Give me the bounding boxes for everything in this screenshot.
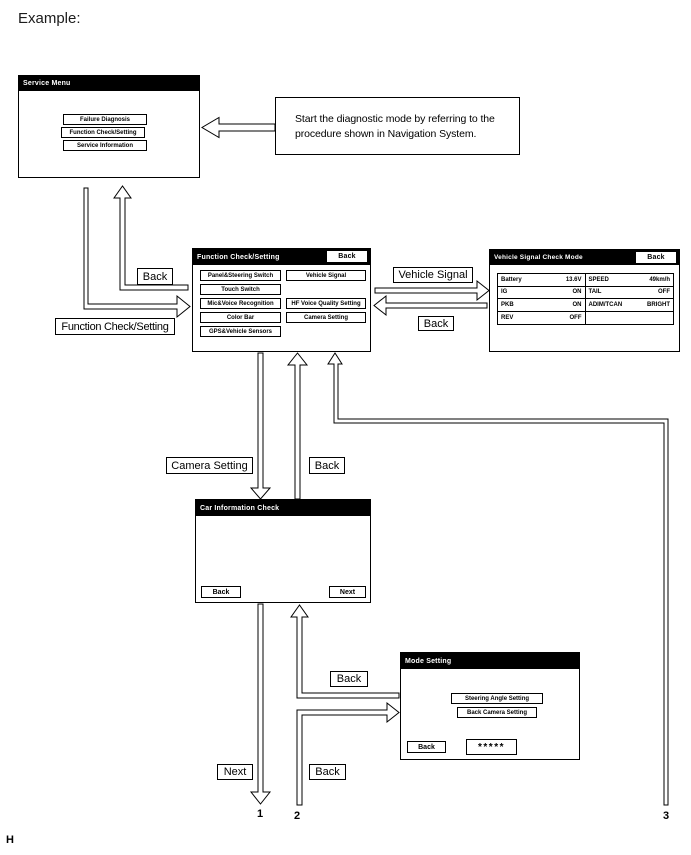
table-cell [498, 287, 586, 300]
vehicle-signal-button: Vehicle Signal [286, 270, 366, 281]
mode-setting-title: Mode Setting [405, 657, 452, 665]
car-info-screen [195, 499, 371, 603]
mode-setting-password-button: ***** [466, 739, 517, 755]
service-information-button: Service Information [63, 140, 147, 151]
mode-setting-back-button: Back [407, 741, 446, 753]
table-cell [586, 299, 674, 312]
footer-mark: H [6, 834, 14, 846]
flow-label-vehicle-signal: Vehicle Signal [393, 267, 473, 283]
cell-value: ON [572, 301, 582, 308]
vehicle-signal-screen [489, 249, 680, 352]
table-cell [586, 274, 674, 287]
cell-label: Battery [501, 276, 522, 283]
arrow-function-check-to-car-info [251, 353, 270, 499]
cell-value: OFF [658, 289, 670, 296]
camera-setting-button: Camera Setting [286, 312, 366, 323]
flow-label-back-to-mode-setting: Back [309, 764, 346, 780]
function-check-title: Function Check/Setting [197, 253, 280, 261]
steering-angle-setting-button: Steering Angle Setting [451, 693, 543, 704]
color-bar-button: Color Bar [200, 312, 281, 323]
flow-label-camera-setting: Camera Setting [166, 457, 253, 474]
back-camera-setting-button: Back Camera Setting [457, 707, 537, 718]
panel-steering-switch-button: Panel&Steering Switch [200, 270, 281, 281]
cell-value: 49km/h [649, 276, 670, 283]
cell-label: IG [501, 289, 508, 296]
flow-label-back-to-function-check-2: Back [309, 457, 345, 474]
cell-label: SPEED [588, 276, 609, 283]
flow-label-back-to-function-check: Back [418, 316, 454, 331]
car-info-titlebar [196, 500, 370, 516]
arrow-function-check-to-vehicle-signal [375, 281, 489, 300]
vehicle-signal-back-button: Back [636, 252, 676, 263]
function-check-screen [192, 248, 371, 352]
vehicle-signal-titlebar [490, 250, 679, 265]
table-cell [586, 287, 674, 300]
connector-3: 3 [662, 810, 670, 822]
car-info-title: Car Information Check [200, 504, 280, 512]
arrow-service-menu-to-function-check [84, 188, 190, 317]
cell-label: ADIM/TCAN [588, 301, 623, 308]
callout-text: Start the diagnostic mode by referring to the procedure shown in Navigation System. [295, 113, 495, 140]
connector-2: 2 [293, 810, 301, 822]
function-check-setting-button: Function Check/Setting [61, 127, 145, 138]
flow-label-back-to-service-menu: Back [137, 268, 173, 285]
table-cell [498, 312, 586, 325]
table-cell [498, 299, 586, 312]
connector-1: 1 [256, 808, 264, 820]
flow-label-function-check-setting: Function Check/Setting [55, 318, 175, 335]
arrow-vehicle-signal-to-function-check [374, 296, 487, 315]
cell-value: ON [572, 289, 582, 296]
cell-label: PKB [501, 301, 514, 308]
car-info-back-button: Back [201, 586, 241, 598]
arrow-car-info-to-connector1 [251, 604, 270, 804]
mode-setting-titlebar [401, 653, 579, 669]
callout-box [275, 97, 520, 155]
cell-value: OFF [569, 314, 582, 321]
function-check-back-button: Back [327, 251, 367, 262]
arrow-callout-to-service-menu [202, 118, 275, 138]
hf-voice-quality-setting-button: HF Voice Quality Setting [286, 298, 366, 309]
mic-voice-recognition-button: Mic&Voice Recognition [200, 298, 281, 309]
touch-switch-button: Touch Switch [200, 284, 281, 295]
failure-diagnosis-button: Failure Diagnosis [63, 114, 147, 125]
flow-label-next: Next [217, 764, 253, 780]
arrow-connector2-to-mode-setting [297, 703, 399, 805]
mode-setting-screen [400, 652, 580, 760]
cell-label: TAIL [588, 289, 602, 296]
car-info-next-button: Next [329, 586, 366, 598]
function-check-titlebar [193, 249, 370, 265]
gps-vehicle-sensors-button: GPS&Vehicle Sensors [200, 326, 281, 337]
service-menu-titlebar [19, 76, 199, 91]
example-label: Example: [18, 10, 81, 27]
vehicle-signal-table [497, 273, 674, 325]
table-cell [498, 274, 586, 287]
service-menu-title: Service Menu [23, 80, 71, 87]
cell-value: 13.6V [565, 276, 582, 283]
arrow-car-info-to-function-check [288, 353, 307, 499]
table-cell-empty [586, 312, 674, 325]
flow-label-back-to-car-info: Back [330, 671, 368, 687]
cell-label: REV [501, 314, 514, 321]
vehicle-signal-title: Vehicle Signal Check Mode [494, 254, 583, 261]
cell-value: BRIGHT [647, 301, 670, 308]
service-menu-screen [18, 75, 200, 178]
